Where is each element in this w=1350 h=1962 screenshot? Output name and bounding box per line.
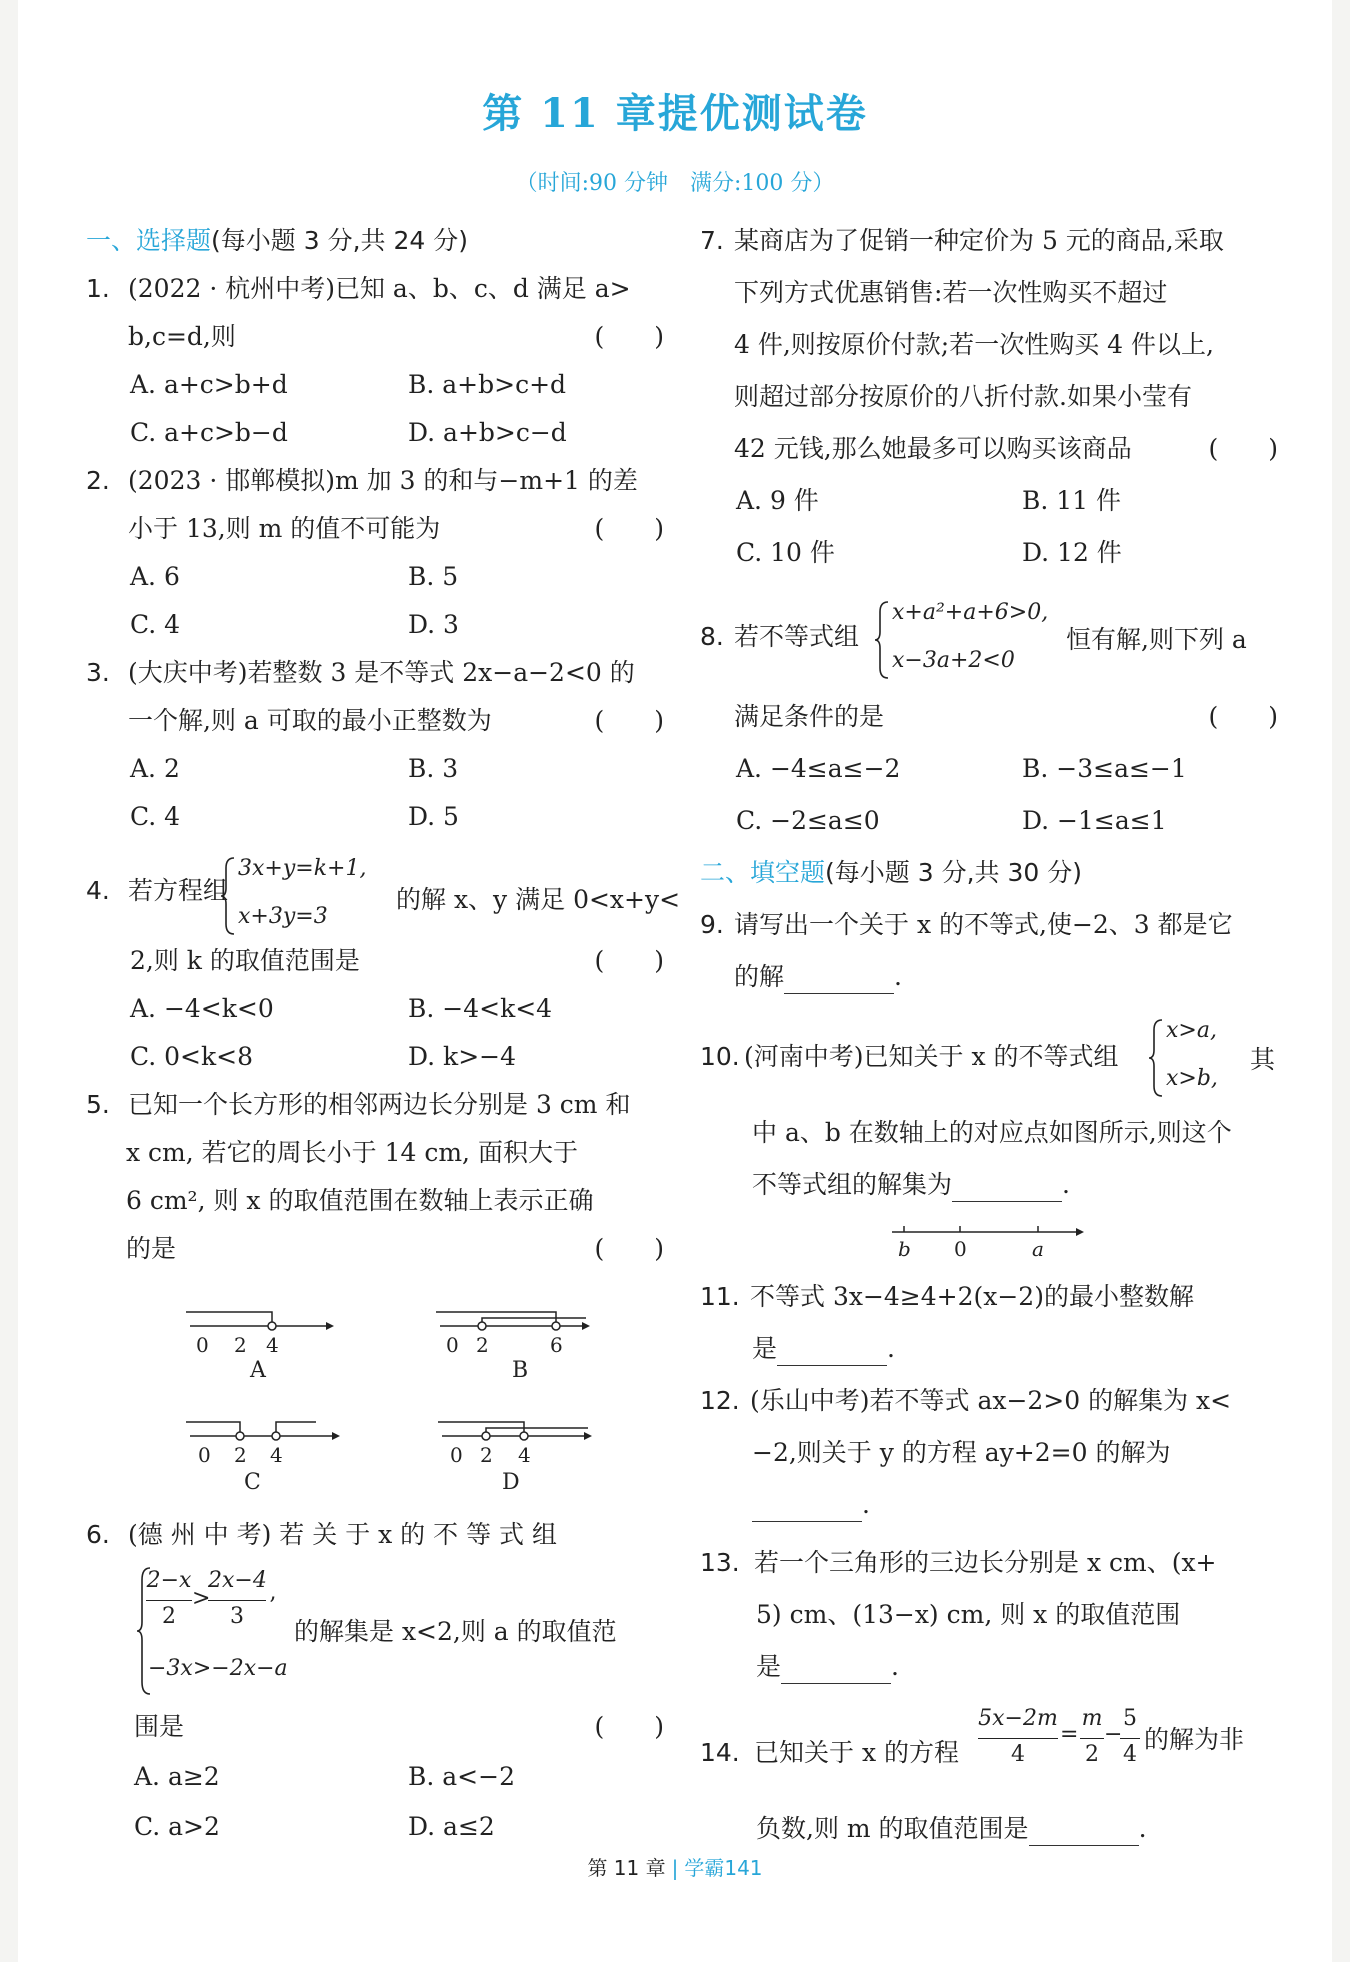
answer-blank[interactable]: [784, 968, 894, 994]
number-line-figure-c: [186, 1400, 346, 1470]
option-c[interactable]: C. 10 件: [736, 538, 835, 567]
question-9: 9. 请写出一个关于 x 的不等式,使−2、3 都是它: [700, 910, 1233, 939]
answer-paren[interactable]: ( ): [594, 514, 664, 543]
svg-text:2: 2: [234, 1443, 247, 1467]
svg-text:2: 2: [476, 1333, 489, 1357]
option-a[interactable]: A. 9 件: [736, 486, 819, 515]
question-8: 8. 若不等式组: [700, 622, 860, 651]
option-a[interactable]: A. −4<k<0: [130, 994, 274, 1023]
figure-label-d: D: [502, 1470, 520, 1495]
answer-paren[interactable]: ( ): [1208, 434, 1278, 463]
system-brace: [220, 856, 236, 936]
option-c[interactable]: C. −2≤a≤0: [736, 806, 880, 835]
option-b[interactable]: B. −4<k<4: [408, 994, 553, 1023]
question-4: 4. 若方程组: [86, 876, 229, 905]
system-brace: [1148, 1018, 1164, 1098]
answer-blank[interactable]: [1029, 1820, 1139, 1846]
svg-text:4: 4: [518, 1443, 531, 1467]
svg-text:b: b: [898, 1237, 911, 1260]
svg-text:0: 0: [450, 1443, 463, 1467]
answer-paren[interactable]: ( ): [594, 1234, 664, 1263]
footer-brand: 学霸: [684, 1856, 725, 1880]
option-d[interactable]: D. 12 件: [1022, 538, 1122, 567]
answer-blank[interactable]: [752, 1496, 862, 1522]
number-line-figure-a: [186, 1290, 336, 1360]
option-d[interactable]: D. a+b>c−d: [408, 418, 567, 447]
footer-page-number: 141: [724, 1856, 763, 1880]
question-7: 7. 某商店为了促销一种定价为 5 元的商品,采取: [700, 226, 1224, 255]
number-line-figure-d: [438, 1400, 598, 1470]
number-line-figure-b: [436, 1290, 596, 1360]
question-5: 5. 已知一个长方形的相邻两边长分别是 3 cm 和: [86, 1090, 631, 1119]
figure-label-b: B: [512, 1358, 529, 1383]
svg-text:4: 4: [266, 1333, 279, 1357]
option-a[interactable]: A. 6: [130, 562, 180, 591]
question-13: 13. 若一个三角形的三边长分别是 x cm、(x+: [700, 1548, 1217, 1577]
page-footer: 第 11 章 | 学霸141: [587, 1856, 763, 1880]
option-b[interactable]: B. a+b>c+d: [408, 370, 567, 399]
answer-paren[interactable]: ( ): [594, 322, 664, 351]
answer-paren[interactable]: ( ): [594, 706, 664, 735]
section-choice-heading: 一、选择题(每小题 3 分,共 24 分): [86, 226, 468, 255]
footer-chapter: 第 11 章: [587, 1856, 666, 1880]
svg-text:0: 0: [446, 1333, 459, 1357]
question-10: 10. (河南中考)已知关于 x 的不等式组: [700, 1042, 1119, 1071]
option-d[interactable]: D. 3: [408, 610, 459, 639]
answer-blank[interactable]: [777, 1340, 887, 1366]
option-a[interactable]: A. a≥2: [134, 1762, 220, 1791]
svg-text:6: 6: [550, 1333, 563, 1357]
option-a[interactable]: A. a+c>b+d: [130, 370, 288, 399]
page-title: 第 11 章提优测试卷: [482, 90, 868, 137]
answer-paren[interactable]: ( ): [594, 946, 664, 975]
svg-text:2: 2: [480, 1443, 493, 1467]
system-brace: [874, 600, 890, 680]
page-subtitle: （时间:90 分钟 满分:100 分）: [515, 171, 835, 196]
option-c[interactable]: C. 0<k<8: [130, 1042, 253, 1071]
question-1: 1. (2022 · 杭州中考)已知 a、b、c、d 满足 a>: [86, 274, 631, 303]
question-6: 6. (德 州 中 考) 若 关 于 x 的 不 等 式 组: [86, 1520, 557, 1549]
question-12: 12. (乐山中考)若不等式 ax−2>0 的解集为 x<: [700, 1386, 1232, 1415]
answer-blank[interactable]: [781, 1658, 891, 1684]
svg-text:a: a: [1032, 1237, 1044, 1260]
option-b[interactable]: B. 11 件: [1022, 486, 1122, 515]
option-a[interactable]: A. −4≤a≤−2: [736, 754, 901, 783]
figure-label-c: C: [244, 1470, 261, 1495]
svg-text:0: 0: [196, 1333, 209, 1357]
svg-text:0: 0: [198, 1443, 211, 1467]
option-a[interactable]: A. 2: [130, 754, 180, 783]
option-d[interactable]: D. k>−4: [408, 1042, 516, 1071]
figure-label-a: A: [250, 1358, 266, 1383]
section-fill-heading: 二、填空题(每小题 3 分,共 30 分): [700, 858, 1082, 887]
answer-blank[interactable]: [952, 1176, 1062, 1202]
question-11: 11. 不等式 3x−4≥4+2(x−2)的最小整数解: [700, 1282, 1194, 1311]
number-line-q10: [890, 1220, 1090, 1260]
svg-text:0: 0: [954, 1237, 967, 1260]
option-b[interactable]: B. −3≤a≤−1: [1022, 754, 1187, 783]
answer-paren[interactable]: ( ): [1208, 702, 1278, 731]
question-2: 2. (2023 · 邯郸模拟)m 加 3 的和与−m+1 的差: [86, 466, 638, 495]
answer-paren[interactable]: ( ): [594, 1712, 664, 1741]
option-c[interactable]: C. 4: [130, 802, 181, 831]
question-14: 14. 已知关于 x 的方程: [700, 1738, 959, 1767]
option-c[interactable]: C. a>2: [134, 1812, 220, 1841]
option-b[interactable]: B. a<−2: [408, 1762, 515, 1791]
option-d[interactable]: D. −1≤a≤1: [1022, 806, 1167, 835]
option-d[interactable]: D. 5: [408, 802, 459, 831]
option-d[interactable]: D. a≤2: [408, 1812, 495, 1841]
question-3: 3. (大庆中考)若整数 3 是不等式 2x−a−2<0 的: [86, 658, 635, 687]
option-c[interactable]: C. 4: [130, 610, 181, 639]
option-c[interactable]: C. a+c>b−d: [130, 418, 288, 447]
svg-text:4: 4: [270, 1443, 283, 1467]
option-b[interactable]: B. 5: [408, 562, 459, 591]
svg-text:2: 2: [234, 1333, 247, 1357]
option-b[interactable]: B. 3: [408, 754, 459, 783]
